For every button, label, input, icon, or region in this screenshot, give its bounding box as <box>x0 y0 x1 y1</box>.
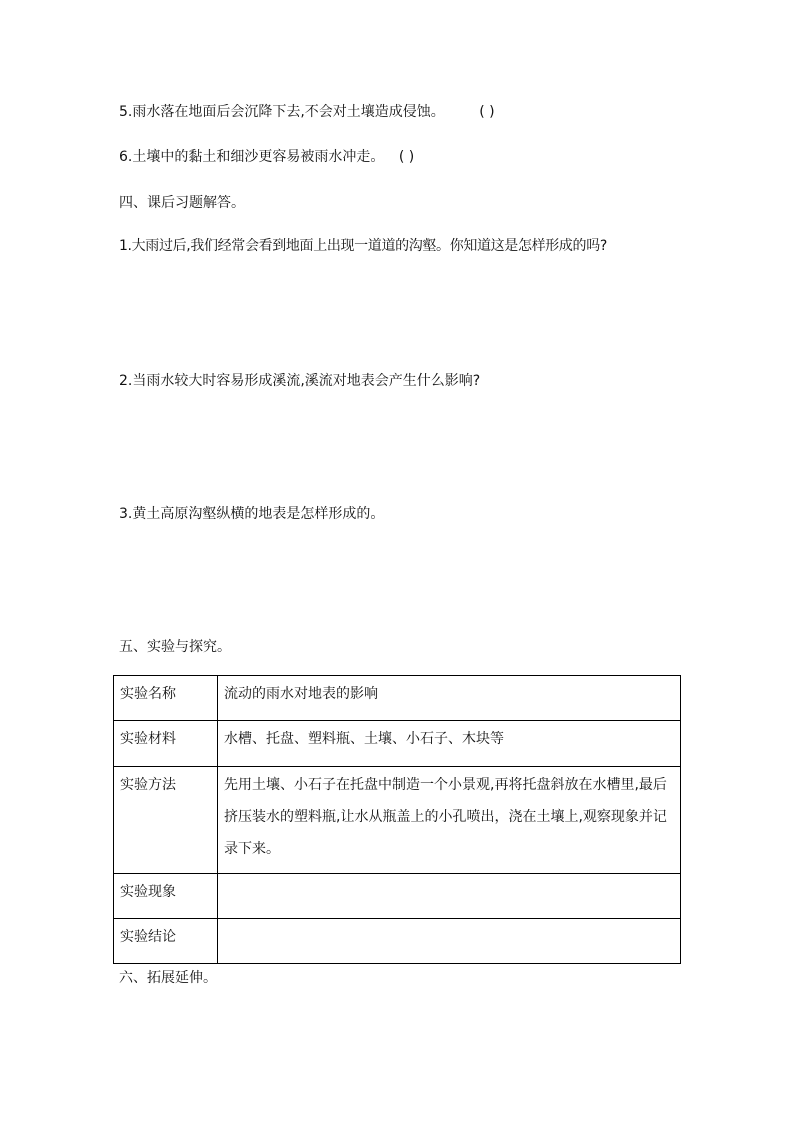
experiment-table <box>113 675 681 964</box>
answer-cell[interactable] <box>218 874 681 919</box>
row-value: 流动的雨水对地表的影响 <box>218 676 681 721</box>
answer-blank[interactable]: ( ) <box>479 104 495 120</box>
answer-cell[interactable] <box>218 919 681 964</box>
judgment-item-5 <box>119 102 495 122</box>
row-value: 先用土壤、小石子在托盘中制造一个小景观,再将托盘斜放在水槽里,最后挤压装水的塑料瓶,让水从瓶盖上的小孔喷出，浇在土壤上,观察现象并记录下来。 <box>218 767 681 874</box>
answer-blank[interactable]: ( ) <box>398 149 415 165</box>
section-title-6: 六、拓展延伸。 <box>119 970 217 986</box>
question-2: 2.当雨水较大时容易形成溪流,溪流对地表会产生什么影响? <box>119 373 481 389</box>
section-title-4: 四、课后习题解答。 <box>119 195 245 211</box>
question-1: 1.大雨过后,我们经常会看到地面上出现一道道的沟壑。你知道这是怎样形成的吗? <box>119 238 607 254</box>
table-row <box>114 919 681 964</box>
row-label: 实验名称 <box>114 676 218 721</box>
row-label: 实验结论 <box>114 919 218 964</box>
row-label: 实验现象 <box>114 874 218 919</box>
table-row <box>114 676 681 721</box>
row-value: 水槽、托盘、塑料瓶、土壤、小石子、木块等 <box>218 721 681 767</box>
question-3: 3.黄土高原沟壑纵横的地表是怎样形成的。 <box>119 506 385 522</box>
judgment-text: 6.土壤中的黏土和细沙更容易被雨水冲走。 <box>119 149 385 165</box>
table-row <box>114 767 681 874</box>
table-row <box>114 721 681 767</box>
table-row <box>114 874 681 919</box>
section-title-5: 五、实验与探究。 <box>119 639 231 655</box>
judgment-text: 5.雨水落在地面后会沉降下去,不会对土壤造成侵蚀。 <box>119 104 445 120</box>
row-label: 实验方法 <box>114 767 218 874</box>
judgment-item-6 <box>119 147 414 167</box>
row-label: 实验材料 <box>114 721 218 767</box>
